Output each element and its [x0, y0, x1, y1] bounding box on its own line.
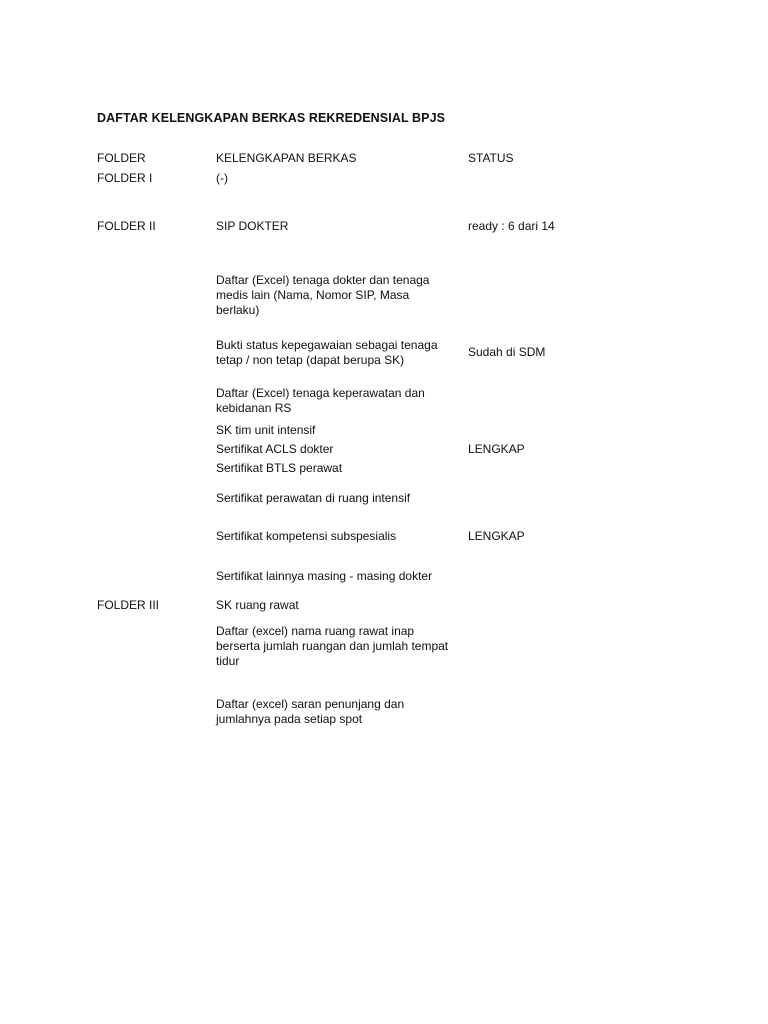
item-sertifikat-lainnya: Sertifikat lainnya masing - masing dokter — [216, 569, 433, 583]
item-daftar-dokter: Daftar (Excel) tenaga dokter dan tenaga medis lain (Nama, Nomor SIP, Masa berlaku) — [216, 273, 430, 317]
status-kompetensi: LENGKAP — [468, 529, 525, 543]
header-folder: FOLDER — [97, 151, 146, 165]
status-bukti: Sudah di SDM — [468, 345, 546, 359]
item-daftar-perawat: Daftar (Excel) tenaga keperawatan dan kebidanan RS — [216, 386, 425, 415]
item-sk-tim: SK tim unit intensif — [216, 423, 316, 437]
folder-label-1: FOLDER I — [97, 171, 153, 185]
status-sip-dokter: ready : 6 dari 14 — [468, 219, 555, 233]
folder-label-3: FOLDER III — [97, 598, 160, 612]
document-title: DAFTAR KELENGKAPAN BERKAS REKREDENSIAL BPJS — [97, 111, 446, 125]
item-perawatan-intensif: Sertifikat perawatan di ruang intensif — [216, 491, 411, 505]
header-kelengkapan-berkas: KELENGKAPAN BERKAS — [216, 151, 357, 165]
folder-label-2: FOLDER II — [97, 219, 156, 233]
item-sip-dokter: SIP DOKTER — [216, 219, 289, 233]
item-bukti-status: Bukti status kepegawaian sebagai tenaga tetap / non tetap (dapat berupa SK) — [216, 338, 438, 367]
item-kompetensi: Sertifikat kompetensi subspesialis — [216, 529, 397, 543]
item-daftar-sarana: Daftar (excel) saran penunjang dan jumlahnya pada setiap spot — [216, 697, 405, 726]
header-status: STATUS — [468, 151, 514, 165]
item-folder-1-empty: (-) — [216, 171, 228, 185]
item-acls: Sertifikat ACLS dokter — [216, 442, 334, 456]
item-daftar-ruang-rawat: Daftar (excel) nama ruang rawat inap berserta jumlah ruangan dan jumlah tempat tidur — [216, 624, 449, 668]
status-acls: LENGKAP — [468, 442, 525, 456]
item-btls: Sertifikat BTLS perawat — [216, 461, 343, 475]
item-sk-ruang-rawat: SK ruang rawat — [216, 598, 299, 612]
